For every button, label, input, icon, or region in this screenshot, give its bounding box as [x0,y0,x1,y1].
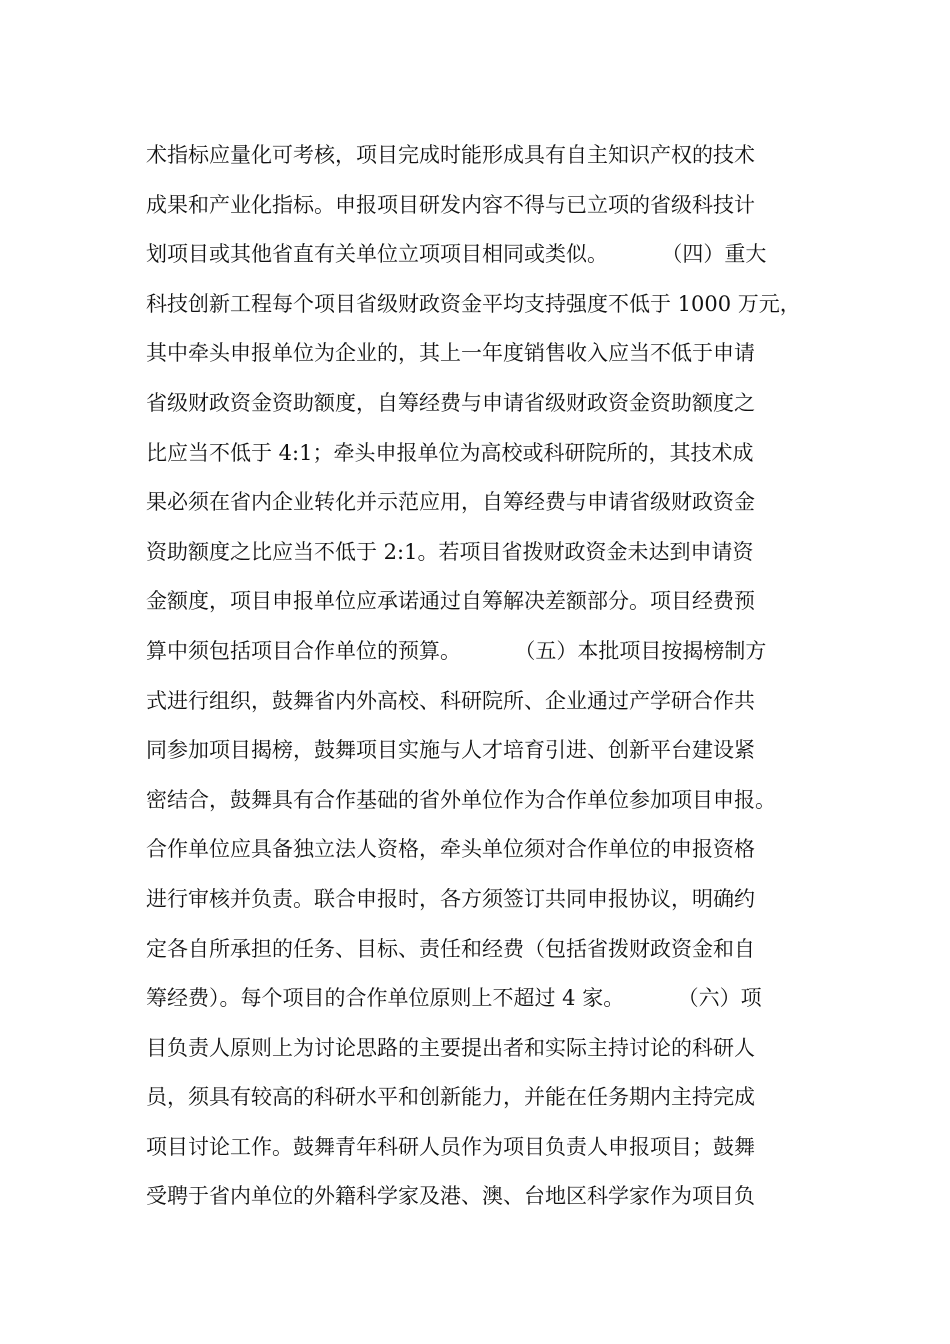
text-line: 资助额度之比应当不低于 2:1。若项目省拨财政资金未达到申请资 [146,539,754,564]
text-line: 成果和产业化指标。申报项目研发内容不得与已立项的省级科技计 [146,192,755,217]
text-line: 定各自所承担的任务、目标、责任和经费（包括省拨财政资金和自 [146,936,755,961]
text-line: 筹经费）。每个项目的合作单位原则上不超过 4 家。 （六）项 [146,986,762,1011]
text-line: 科技创新工程每个项目省级财政资金平均支持强度不低于 1000 万元， [146,291,801,316]
text-line: 术指标应量化可考核，项目完成时能形成具有自主知识产权的技术 [146,143,755,167]
text-line: 同参加项目揭榜，鼓舞项目实施与人才培育引进、创新平台建设紧 [146,738,755,763]
text-line: 受聘于省内单位的外籍科学家及港、澳、台地区科学家作为项目负 [146,1184,755,1209]
text-line: 果必须在省内企业转化并示范应用，自筹经费与申请省级财政资金 [146,490,755,515]
text-line: 员，须具有较高的科研水平和创新能力，并能在任务期内主持完成 [146,1085,755,1110]
text-line: 金额度，项目申报单位应承诺通过自筹解决差额部分。项目经费预 [146,589,755,614]
text-line: 算中须包括项目合作单位的预算。 （五）本批项目按揭榜制方 [146,638,767,663]
text-line: 目负责人原则上为讨论思路的主要提出者和实际主持讨论的科研人 [146,1035,755,1060]
text-line: 式进行组织，鼓舞省内外高校、科研院所、企业通过产学研合作共 [146,688,755,713]
text-line: 密结合，鼓舞具有合作基础的省外单位作为合作单位参加项目申报。 [146,787,776,812]
text-line: 合作单位应具备独立法人资格，牵头单位须对合作单位的申报资格 [146,837,755,862]
text-line: 项目讨论工作。鼓舞青年科研人员作为项目负责人申报项目；鼓舞 [146,1134,755,1159]
text-line: 省级财政资金资助额度，自筹经费与申请省级财政资金资助额度之 [146,390,755,415]
text-line: 进行审核并负责。联合申报时，各方须签订共同申报协议，明确约 [146,886,755,911]
text-line: 划项目或其他省直有关单位立项项目相同或类似。 （四）重大 [146,242,767,267]
text-line: 其中牵头申报单位为企业的，其上一年度销售收入应当不低于申请 [146,341,755,366]
text-line: 比应当不低于 4:1；牵头申报单位为高校或科研院所的，其技术成 [146,440,754,465]
body-text [146,131,826,1222]
